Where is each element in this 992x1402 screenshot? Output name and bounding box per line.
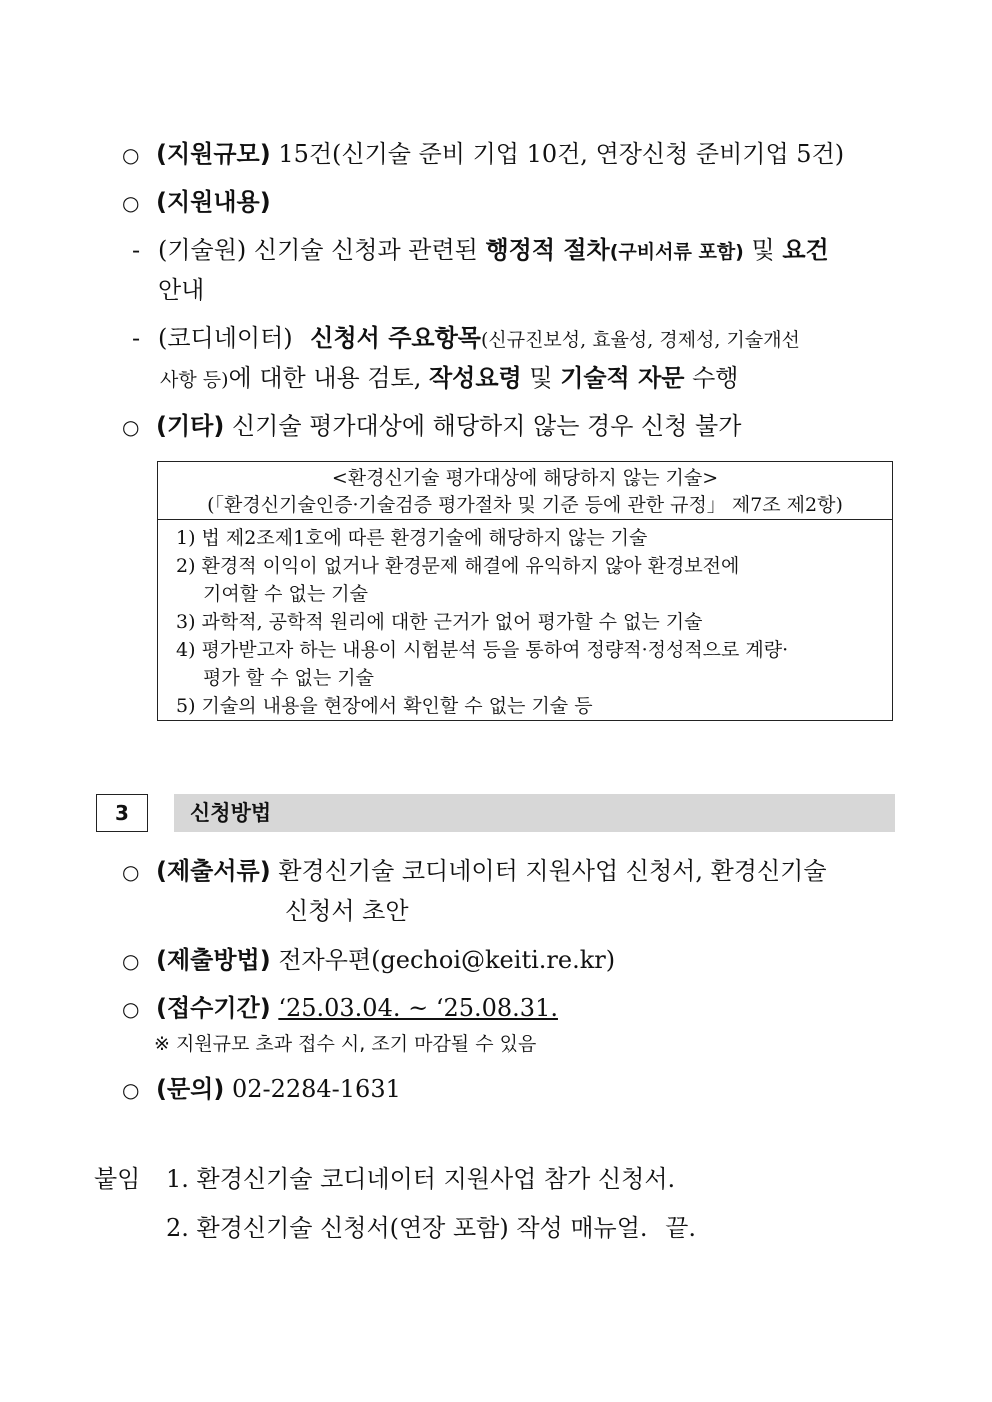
apply-period-label: (접수기간) (156, 994, 271, 1022)
bullet-circle-icon: ○ (122, 860, 140, 884)
apply-docs-text: 환경신기술 코디네이터 지원사업 신청서, 환경신기술 (278, 857, 827, 885)
support-other-text: 신기술 평가대상에 해당하지 않는 경우 신청 불가 (231, 412, 742, 440)
list-item: 1) 법 제2조제1호에 따른 환경기술에 해당하지 않는 기술 (176, 527, 648, 549)
box-title: <환경신기술 평가대상에 해당하지 않는 기술> (331, 467, 719, 489)
item1-prefix: (기술원) 신기술 신청과 관련된 (158, 236, 478, 264)
apply-docs-label: (제출서류) (156, 857, 271, 885)
bullet-circle-icon: ○ (122, 1078, 140, 1102)
support-item-1 (132, 234, 829, 268)
excluded-tech-box (157, 461, 893, 721)
support-content-line (122, 186, 271, 219)
section-title: 신청방법 (190, 801, 272, 825)
item2-line2-bold1: 작성요령 (428, 364, 522, 392)
dash-marker: - (132, 324, 141, 352)
attachments-label: 붙임 (94, 1165, 141, 1193)
item2-line2-bold2: 기술적 자문 (560, 364, 685, 392)
attachment-item-2 (166, 1212, 696, 1244)
list-item-continuation: 평가 할 수 없는 기술 (203, 667, 374, 689)
support-other-line (122, 410, 741, 443)
item1-small: (구비서류 포함) (609, 241, 744, 263)
item2-line2-a: 에 대한 내용 검토, (228, 364, 422, 392)
list-item: 2) 환경적 이익이 없거나 환경문제 해결에 유익하지 않아 환경보전에 (176, 555, 740, 577)
excluded-tech-list (176, 524, 882, 720)
box-subtitle: (「환경신기술인증·기술검증 평가절차 및 기준 등에 관한 규정」 제7조 제2항) (207, 494, 843, 516)
apply-docs-line2: 신청서 초안 (285, 897, 409, 925)
apply-contact-text: 02-2284-1631 (231, 1075, 401, 1103)
item2-line2-end: 수행 (692, 364, 739, 392)
item1-bold: 행정적 절차 (485, 236, 610, 264)
apply-period-line (122, 992, 558, 1025)
apply-contact-label: (문의) (156, 1075, 225, 1103)
list-item: 5) 기술의 내용을 현장에서 확인할 수 없는 기술 등 (176, 695, 593, 717)
item2-line2-small: 사항 등) (160, 369, 229, 391)
bullet-circle-icon: ○ (122, 415, 140, 439)
attachment-item-2-text: 2. 환경신기술 신청서(연장 포함) 작성 매뉴얼. (166, 1214, 648, 1242)
apply-period-text: ‘25.03.04. ~ ‘25.08.31. (278, 994, 558, 1022)
list-item: 3) 과학적, 공학적 원리에 대한 근거가 없어 평가할 수 없는 기술 (176, 611, 703, 633)
support-item-1-line2: 안내 (158, 276, 205, 304)
bullet-circle-icon: ○ (122, 949, 140, 973)
item2-small: (신규진보성, 효율성, 경제성, 기술개선 (480, 329, 800, 351)
support-item-2 (132, 322, 800, 356)
support-content-label: (지원내용) (156, 188, 271, 216)
support-scale-line (122, 138, 844, 171)
document-end-mark: 끝. (665, 1214, 696, 1242)
support-item-2-line2 (160, 362, 738, 396)
attachment-item-1: 1. 환경신기술 코디네이터 지원사업 참가 신청서. (166, 1165, 676, 1193)
item1-mid: 및 (751, 236, 775, 264)
item2-prefix: (코디네이터) (158, 324, 293, 352)
bullet-circle-icon: ○ (122, 191, 140, 215)
apply-method-line (122, 944, 615, 977)
section-title-bar (174, 794, 895, 832)
apply-contact-line (122, 1073, 401, 1106)
list-item-continuation: 기여할 수 없는 기술 (203, 583, 368, 605)
support-scale-text: 15건(신기술 준비 기업 10건, 연장신청 준비기업 5건) (278, 140, 845, 168)
item1-bold2: 요건 (782, 236, 829, 264)
support-scale-label: (지원규모) (156, 140, 271, 168)
apply-method-text: 전자우편(gechoi@keiti.re.kr) (278, 946, 616, 974)
bullet-circle-icon: ○ (122, 143, 140, 167)
support-other-label: (기타) (156, 412, 225, 440)
bullet-circle-icon: ○ (122, 997, 140, 1021)
excluded-tech-box-header (158, 462, 892, 520)
item2-bold: 신청서 주요항목 (310, 324, 481, 352)
section-number: 3 (96, 794, 148, 832)
apply-docs-line (122, 855, 827, 888)
item2-line2-mid: 및 (529, 364, 553, 392)
apply-period-note: ※ 지원규모 초과 접수 시, 조기 마감될 수 있음 (154, 1033, 537, 1055)
list-item: 4) 평가받고자 하는 내용이 시험분석 등을 통하여 정량적·정성적으로 계량· (176, 639, 789, 661)
apply-method-label: (제출방법) (156, 946, 271, 974)
dash-marker: - (132, 236, 141, 264)
